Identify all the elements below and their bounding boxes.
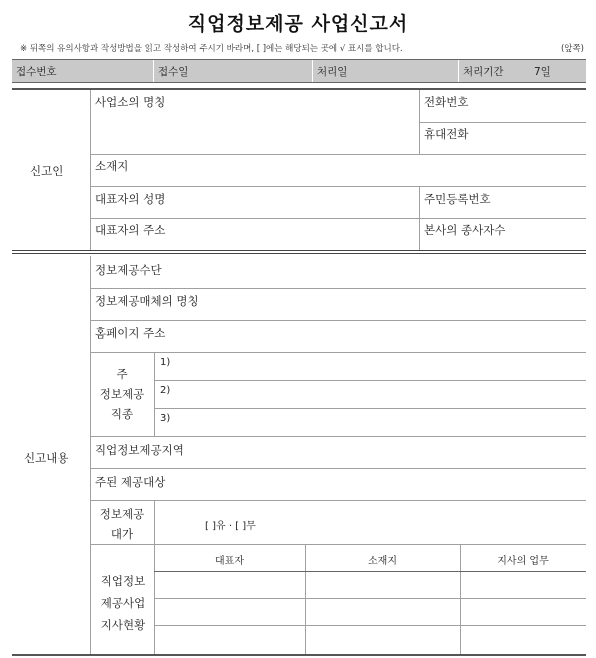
info-method-field[interactable]: 정보제공수단 <box>95 263 162 277</box>
address-field[interactable]: 소재지 <box>95 159 129 173</box>
process-period-value: 7일 <box>534 66 551 78</box>
job-item-1[interactable]: 1) <box>160 357 171 368</box>
receipt-date-label: 접수일 <box>158 66 189 78</box>
resident-number-field[interactable]: 주민등록번호 <box>424 192 491 206</box>
phone-field[interactable]: 전화번호 <box>424 95 469 109</box>
section-top-border <box>12 88 586 90</box>
section-divider <box>12 250 586 254</box>
branch-col-duties: 지사의 업무 <box>497 556 549 567</box>
region-field[interactable]: 직업정보제공지역 <box>95 443 184 457</box>
business-name-field[interactable]: 사업소의 명칭 <box>95 95 166 109</box>
processing-header <box>12 59 586 83</box>
branch-col-location: 소재지 <box>368 556 397 567</box>
mobile-field[interactable]: 휴대전화 <box>424 127 469 141</box>
branch-col-representative: 대표자 <box>215 556 244 567</box>
target-field[interactable]: 주된 제공대상 <box>95 475 166 489</box>
job-types-label: 주 정보제공 직종 <box>99 367 145 421</box>
page-side-label: (앞쪽) <box>560 44 584 54</box>
media-name-field[interactable]: 정보제공매체의 명칭 <box>95 294 199 308</box>
fee-checkbox-group[interactable]: [ ]유 · [ ]무 <box>205 521 256 532</box>
content-section-label: 신고내용 <box>24 451 69 465</box>
homepage-field[interactable]: 홈페이지 주소 <box>95 326 166 340</box>
form-bottom-border <box>12 654 586 656</box>
receipt-number-label: 접수번호 <box>16 66 57 78</box>
applicant-section-label: 신고인 <box>30 164 64 178</box>
form-title: 직업정보제공 사업신고서 <box>187 13 409 35</box>
job-item-3[interactable]: 3) <box>160 413 171 424</box>
rep-name-field[interactable]: 대표자의 성명 <box>95 192 166 206</box>
process-date-label: 처리일 <box>317 66 348 78</box>
process-period-label: 처리기간 <box>463 66 504 78</box>
rep-address-field[interactable]: 대표자의 주소 <box>95 223 166 237</box>
branch-status-label: 직업정보 제공사업 지사현황 <box>100 574 146 632</box>
employee-count-field[interactable]: 본사의 종사자수 <box>424 223 506 237</box>
fee-label: 정보제공 대가 <box>99 507 145 541</box>
job-item-2[interactable]: 2) <box>160 385 171 396</box>
instruction-note: ※ 뒤쪽의 유의사항과 작성방법을 읽고 작성하여 주시기 바라며, [ ]에는 해당되는 곳에 √ 표시를 합니다. <box>20 44 403 54</box>
